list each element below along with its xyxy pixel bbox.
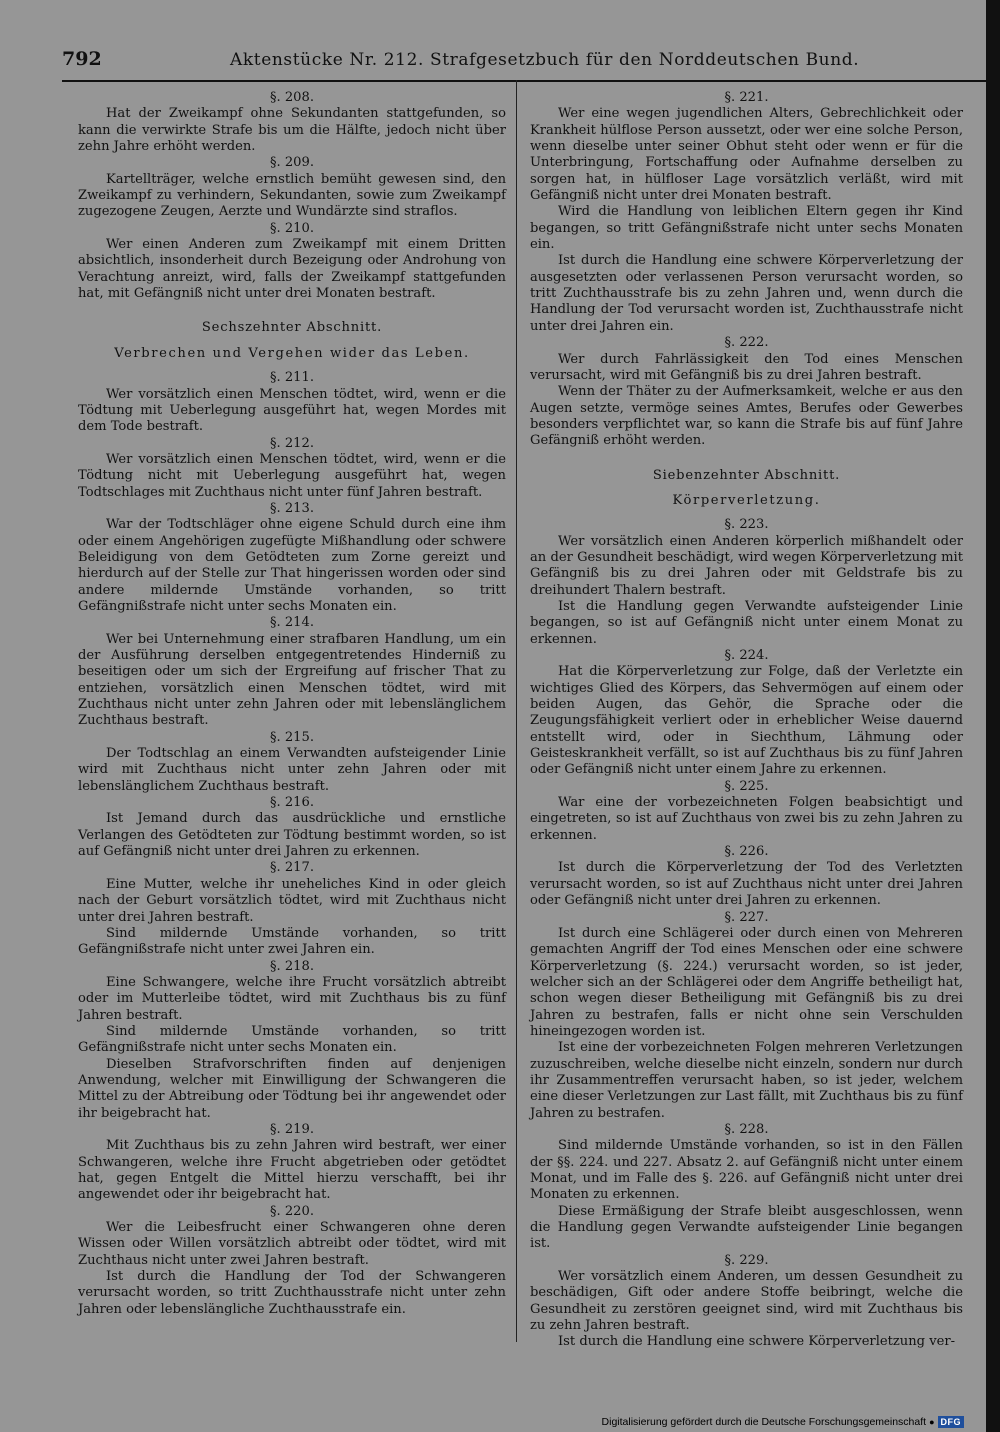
paragraph: Wer eine wegen jugendlichen Alters, Gebrechlichkeit oder Krankheit hülflose Person aussetzt, oder wer eine solche Person, wenn dieselbe unter seiner Obhut steht oder wenn er für die Unterbringung, Fortschaffung oder Aufnahme derselben zu sorgen hat, in hülfloser Lage vorsätzlich verläßt, wird mit Gefängniß nicht unter drei Monaten bestraft. bbox=[530, 106, 963, 204]
paragraph: Mit Zuchthaus bis zu zehn Jahren wird bestraft, wer einer Schwangeren, welche ihre Frucht abgetrieben oder getödtet hat, gegen Entgelt die Mittel hierzu verschafft, bei ihr angewendet oder ihr beigebracht hat. bbox=[78, 1138, 506, 1203]
section-number: §. 226. bbox=[724, 844, 769, 860]
left-column bbox=[78, 90, 506, 1318]
footer-credit: Digitalisierung gefördert durch die Deutsche Forschungsgemeinschaft bbox=[601, 1416, 927, 1428]
paragraph: Sind mildernde Umstände vorhanden, so tritt Gefängnißstrafe nicht unter zwei Jahren ein. bbox=[78, 925, 506, 958]
section-number: §. 220. bbox=[269, 1203, 315, 1219]
section-number: §. 218. bbox=[269, 958, 315, 974]
section-number: §. 219. bbox=[269, 1121, 315, 1137]
paragraph: Sind mildernde Umstände vorhanden, so tritt Gefängnißstrafe nicht unter sechs Monaten ein. bbox=[78, 1023, 506, 1056]
paragraph: Diese Ermäßigung der Strafe bleibt ausgeschlossen, wenn die Handlung gegen Verwandte aufsteigender Linie begangen ist. bbox=[530, 1203, 963, 1252]
section-number: §. 213. bbox=[269, 500, 315, 516]
paragraph: Ist durch die Handlung der Tod der Schwangeren verursacht worden, so tritt Zuchthausstrafe nicht unter zehn Jahren oder lebenslängliche Zuchthausstrafe ein. bbox=[78, 1269, 506, 1317]
section-number: §. 215. bbox=[269, 729, 315, 745]
paragraph: Ist durch eine Schlägerei oder durch einen von Mehreren gemachten Angriff der Tod eines Menschen oder eine schwere Körperverletzung (§. 224.) verursacht worden, so ist jeder, welcher sich an der Schlägerei oder dem Angriffe betheiligt hat, schon wegen dieser Betheiligung mit Gefängniß bis zu drei Jahren zu bestrafen, falls er nicht ohne sein Verschulden hineingezogen worden ist. bbox=[530, 925, 963, 1039]
paragraph: Eine Mutter, welche ihr uneheliches Kind in oder gleich nach der Geburt vorsätzlich tödtet, wird mit Zuchthaus nicht unter drei Jahren bestraft. bbox=[78, 876, 506, 925]
chapter-subheading: Verbrechen und Vergehen wider das Leben. bbox=[114, 345, 470, 361]
section-number: §. 229. bbox=[724, 1252, 769, 1268]
paragraph: Hat der Zweikampf ohne Sekundanten stattgefunden, so kann die verwirkte Strafe bis um die Hälfte, jedoch nicht über zehn Jahre erhöht werden. bbox=[78, 106, 506, 155]
section-number: §. 211. bbox=[269, 370, 315, 386]
paragraph: Der Todtschlag an einem Verwandten aufsteigender Linie wird mit Zuchthaus nicht unter zehn Jahren oder mit lebenslänglichem Zuchthaus bestraft. bbox=[78, 746, 506, 794]
footer bbox=[602, 1415, 964, 1429]
dfg-logo: DFG bbox=[938, 1416, 965, 1428]
paragraph: Wer einen Anderen zum Zweikampf mit einem Dritten absichtlich, insonderheit durch Bezeigung oder Androhung von Verachtung anreizt, wird, falls der Zweikampf stattgefunden hat, mit Gefängniß nicht unter drei Monaten bestraft. bbox=[78, 237, 506, 302]
paragraph: Wer die Leibesfrucht einer Schwangeren ohne deren Wissen oder Willen vorsätzlich abtreibt oder tödtet, wird mit Zuchthaus nicht unter zwei Jahren bestraft. bbox=[78, 1220, 506, 1268]
right-column bbox=[530, 90, 963, 1351]
chapter-subheading: Körperverletzung. bbox=[672, 492, 821, 508]
paragraph: Kartellträger, welche ernstlich bemüht gewesen sind, den Zweikampf zu verhindern, Sekundanten, sowie zum Zweikampf zugezogene Zeugen, Aerzte und Wundärzte sind straflos. bbox=[78, 171, 506, 220]
paragraph: Hat die Körperverletzung zur Folge, daß der Verletzte ein wichtiges Glied des Körpers, das Sehvermögen auf einem oder beiden Augen, das Gehör, die Sprache oder die Zeugungsfähigkeit verliert oder in erheblicher Weise dauernd entstellt wird, oder in Siechthum, Lähmung oder Geisteskrankheit verfällt, so ist auf Zuchthaus bis zu fünf Jahren oder Gefängniß nicht unter einem Jahre zu erkennen. bbox=[530, 664, 963, 778]
paragraph: Wer vorsätzlich einem Anderen, um dessen Gesundheit zu beschädigen, Gift oder andere Stoffe beibringt, welche die Gesundheit zu zerstören geeignet sind, wird mit Zuchthaus bis zu zehn Jahren bestraft. bbox=[530, 1269, 963, 1334]
section-number: §. 210. bbox=[269, 220, 315, 236]
paragraph: Wer vorsätzlich einen Menschen tödtet, wird, wenn er die Tödtung nicht mit Ueberlegung ausgeführt hat, wegen Todtschlages mit Zuchthaus nicht unter fünf Jahren bestraft. bbox=[78, 451, 506, 500]
chapter-heading: Siebenzehnter Abschnitt. bbox=[652, 467, 841, 483]
paragraph: Wird die Handlung von leiblichen Eltern gegen ihr Kind begangen, so tritt Gefängnißstrafe nicht unter sechs Monaten ein. bbox=[530, 204, 963, 253]
paragraph: Wer bei Unternehmung einer strafbaren Handlung, um ein der Ausführung derselben entgegentretendes Hinderniß zu beseitigen oder um sich der Ergreifung auf frischer That zu entziehen, vorsätzlich einen Menschen tödtet, wird mit Zuchthaus nicht unter zehn Jahren oder mit lebenslänglichem Zuchthaus bestraft. bbox=[78, 631, 506, 729]
running-title: Aktenstücke Nr. 212. Strafgesetzbuch für den Norddeutschen Bund. bbox=[230, 50, 860, 70]
paragraph: War eine der vorbezeichneten Folgen beabsichtigt und eingetreten, so ist auf Zuchthaus von zwei bis zu zehn Jahren zu erkennen. bbox=[530, 795, 963, 843]
column-divider bbox=[516, 80, 517, 1342]
section-number: §. 221. bbox=[724, 90, 769, 105]
section-number: §. 225. bbox=[724, 778, 769, 794]
section-number: §. 222. bbox=[724, 335, 769, 351]
section-number: §. 227. bbox=[724, 909, 769, 925]
paragraph: Wer durch Fahrlässigkeit den Tod eines Menschen verursacht, wird mit Gefängniß bis zu drei Jahren bestraft. bbox=[530, 351, 963, 383]
paragraph: Wenn der Thäter zu der Aufmerksamkeit, welche er aus den Augen setzte, vermöge seines Amtes, Berufes oder Gewerbes besonders verpflichtet war, so kann die Strafe bis auf fünf Jahre Gefängniß erhöht werden. bbox=[530, 384, 963, 449]
paragraph: Ist die Handlung gegen Verwandte aufsteigender Linie begangen, so ist auf Gefängniß nicht unter einem Monat zu erkennen. bbox=[530, 598, 963, 647]
paragraph: Wer vorsätzlich einen Menschen tödtet, wird, wenn er die Tödtung mit Ueberlegung ausgeführt hat, wegen Mordes mit dem Tode bestraft. bbox=[78, 386, 506, 435]
section-number: §. 217. bbox=[269, 860, 315, 876]
paragraph: Wer vorsätzlich einen Anderen körperlich mißhandelt oder an der Gesundheit beschädigt, wird wegen Körperverletzung mit Gefängniß bis zu drei Jahren oder mit Geldstrafe bis zu dreihundert Thalern bestraft. bbox=[530, 533, 963, 598]
section-number: §. 209. bbox=[269, 155, 315, 171]
paragraph: War der Todtschläger ohne eigene Schuld durch eine ihm oder einem Angehörigen zugefügte Mißhandlung oder schwere Beleidigung von dem Getödteten zum Zorne gereizt und hierdurch auf der Stelle zur That hingerissen worden oder sind andere mildernde Umstände vorhanden, so tritt Gefängnißstrafe nicht unter sechs Monaten ein. bbox=[78, 517, 506, 614]
section-number: §. 228. bbox=[724, 1121, 769, 1137]
paragraph: Dieselben Strafvorschriften finden auf denjenigen Anwendung, welcher mit Einwilligung der Schwangeren die Mittel zu der Abtreibung oder Tödtung bei ihr angewendet oder ihr beigebracht hat. bbox=[78, 1056, 506, 1121]
page-header bbox=[62, 44, 987, 80]
paragraph: Eine Schwangere, welche ihre Frucht vorsätzlich abtreibt oder im Mutterleibe tödtet, wird mit Zuchthaus bis zu fünf Jahren bestraft. bbox=[78, 974, 506, 1023]
section-number: §. 208. bbox=[269, 90, 315, 105]
section-number: §. 216. bbox=[269, 795, 315, 811]
paragraph: Ist durch die Handlung eine schwere Körperverletzung ver- bbox=[558, 1334, 956, 1350]
paragraph: Ist durch die Handlung eine schwere Körperverletzung der ausgesetzten oder verlassenen Person verursacht worden, so tritt Zuchthausstrafe bis zu zehn Jahren und, wenn durch die Handlung der Tod verursacht worden ist, Zuchthausstrafe nicht unter drei Jahren ein. bbox=[530, 253, 963, 334]
bullet-icon: ● bbox=[929, 1417, 935, 1427]
scan-edge bbox=[986, 0, 1000, 1432]
section-number: §. 224. bbox=[724, 648, 769, 663]
paragraph: Ist Jemand durch das ausdrückliche und ernstliche Verlangen des Getödteten zur Tödtung bestimmt worden, so ist auf Gefängniß nicht unter drei Jahren zu erkennen. bbox=[78, 811, 506, 860]
paragraph: Sind mildernde Umstände vorhanden, so ist in den Fällen der §§. 224. und 227. Absatz 2. auf Gefängniß nicht unter einem Monat, und im Falle des §. 226. auf Gefängniß nicht unter drei Monaten zu erkennen. bbox=[530, 1138, 963, 1203]
section-number: §. 212. bbox=[269, 435, 315, 451]
page-number: 792 bbox=[62, 48, 102, 70]
section-number: §. 214. bbox=[269, 615, 315, 631]
header-rule bbox=[62, 80, 987, 82]
paragraph: Ist durch die Körperverletzung der Tod des Verletzten verursacht worden, so ist auf Zuchthaus nicht unter drei Jahren oder Gefängniß nicht unter drei Jahren zu erkennen. bbox=[530, 860, 963, 909]
chapter-heading: Sechszehnter Abschnitt. bbox=[201, 320, 383, 336]
section-number: §. 223. bbox=[724, 517, 769, 533]
paragraph: Ist eine der vorbezeichneten Folgen mehreren Verletzungen zuzuschreiben, welche dieselbe nicht einzeln, sondern nur durch ihr Zusammentreffen verursacht haben, so ist jeder, welchem eine dieser Verletzungen zur Last fällt, mit Zuchthaus bis zu fünf Jahren zu bestrafen. bbox=[530, 1040, 963, 1121]
